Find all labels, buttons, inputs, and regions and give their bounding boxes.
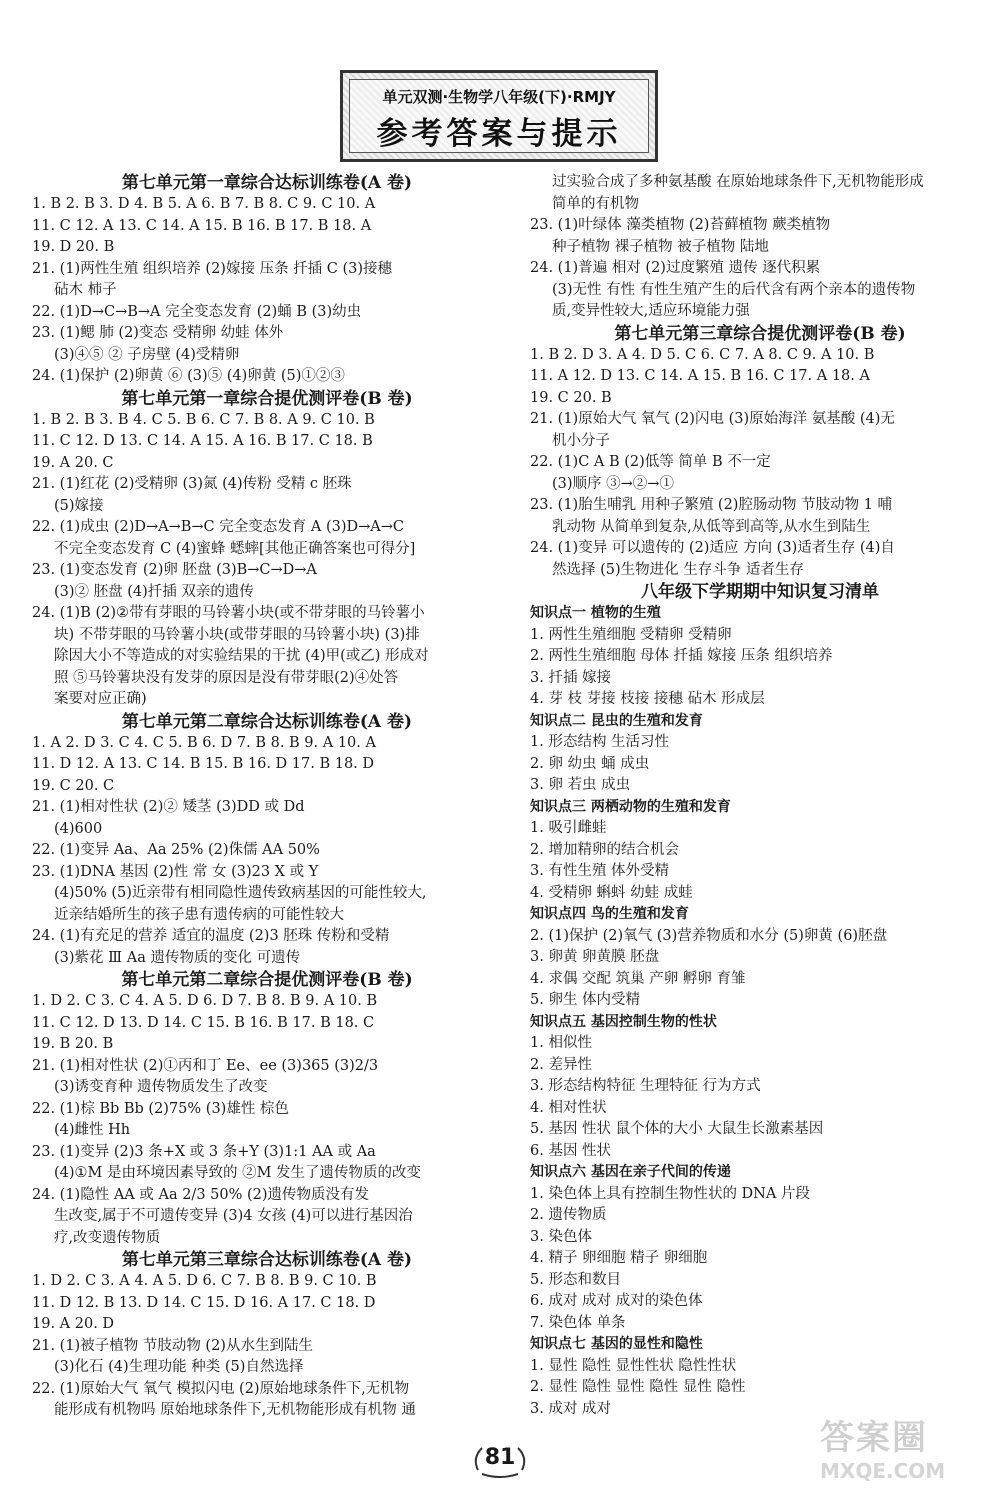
answer-line-continued: (3)顺序 ③→②→① [552, 475, 674, 492]
answer-line: 19. A 20. C [32, 454, 114, 471]
answer-line: 4. 受精卵 蝌蚪 幼蛙 成蛙 [530, 884, 693, 901]
answer-line-continued: 近亲结婚所生的孩子患有遗传病的可能性较大 [54, 906, 344, 923]
answer-line: 1. 相似性 [530, 1035, 592, 1051]
answer-line: 24. (1)保护 (2)卵黄 ⑥ (3)⑤ (4)卵黄 (5)①②③ [32, 368, 345, 384]
answer-line: 19. C 20. C [32, 777, 115, 794]
answer-line: 2. 卵 幼虫 蛹 成虫 [530, 755, 650, 772]
answer-line: 4. 精子 卵细胞 精子 卵细胞 [530, 1250, 708, 1266]
answer-line: 7. 染色体 单条 [530, 1314, 626, 1331]
answer-line-continued: (3)无性 有性 有性生殖产生的后代含有两个亲本的遗传物 [552, 281, 916, 298]
answer-line: 1. B 2. B 3. B 4. C 5. B 6. C 7. B 8. A 9. C 10. B [32, 411, 375, 428]
answer-line-continued: 乳动物 从简单到复杂,从低等到高等,从水生到陆生 [552, 518, 871, 535]
answer-line: 1. A 2. D 3. C 4. C 5. B 6. D 7. B 8. B 9. A 10. A [32, 734, 376, 751]
answer-line: 11. C 12. D 13. C 14. A 15. A 16. B 17. C 18. B [32, 433, 373, 449]
section-title: 八年级下学期期中知识复习清单 [641, 582, 879, 602]
answer-line: 21. (1)原始大气 氧气 (2)闪电 (3)原始海洋 氨基酸 (4)无 [530, 411, 895, 427]
answer-line: 5. 形态和数目 [530, 1271, 621, 1288]
answer-line-continued: 种子植物 裸子植物 被子植物 陆地 [552, 238, 769, 255]
answer-line-continued: 不完全变态发育 C (4)蜜蜂 蟋蟀[其他正确答案也可得分] [54, 540, 416, 557]
answer-line: 2. (1)保护 (2)氧气 (3)营养物质和水分 (5)卵黄 (6)胚盘 [530, 927, 888, 944]
answer-line-continued: 疗,改变遗传物质 [54, 1229, 161, 1246]
answer-line-continued: (4)①M 是由环境因素导致的 ②M 发生了遗传物质的改变 [54, 1165, 422, 1181]
answer-line: 23. (1)变异 (2)3 条+X 或 3 条+Y (3)1:1 AA 或 Aa [32, 1143, 376, 1160]
answer-line: 19. B 20. B [32, 1036, 114, 1052]
answer-line: 24. (1)有充足的营养 适宜的温度 (2)3 胚珠 传粉和受精 [32, 928, 390, 944]
left-column [32, 172, 502, 1422]
answer-line: 1. 形态结构 生活习性 [530, 734, 670, 750]
knowledge-point-heading: 知识点五 基因控制生物的性状 [530, 1013, 717, 1030]
answer-line: 1. 染色体上具有控制生物性状的 DNA 片段 [530, 1185, 810, 1202]
answer-line: 3. 扦插 嫁接 [530, 669, 612, 686]
knowledge-point-heading: 知识点一 植物的生殖 [530, 605, 661, 621]
answer-line-continued: 然选择 (5)生物进化 生存斗争 适者生存 [552, 561, 804, 578]
answer-line: 6. 成对 成对 成对的染色体 [530, 1293, 703, 1309]
knowledge-point-heading: 知识点三 两栖动物的生殖和发育 [530, 798, 731, 815]
answer-line: 6. 基因 性状 [530, 1142, 612, 1159]
header-banner-inner [349, 79, 649, 153]
right-column [530, 172, 990, 1420]
answer-line: 5. 卵生 体内受精 [530, 992, 641, 1008]
answer-line: 3. 卵 若虫 成虫 [530, 777, 631, 793]
answer-line-continued: 生改变,属于不可遗传变异 (3)4 女孩 (4)可以进行基因治 [54, 1208, 413, 1224]
answer-line: 1. B 2. B 3. D 4. B 5. A 6. B 7. B 8. C 9. C 10. A [32, 196, 376, 212]
answer-line: 4. 求偶 交配 筑巢 产卵 孵卵 育雏 [530, 970, 746, 987]
answer-line-continued: 机小分子 [552, 432, 610, 449]
header-subtitle: 单元双测·生物学八年级(下)·RMJY [382, 88, 616, 106]
answer-line-continued: (3)化石 (4)生理功能 种类 (5)自然选择 [54, 1359, 304, 1375]
answer-line: 11. A 12. D 13. C 14. A 15. B 16. C 17. A 18. A [530, 368, 870, 384]
answer-line-continued: 能形成有机物吗 原始地球条件下,无机物能形成有机物 通 [54, 1402, 416, 1418]
answer-line-continued: 砧木 柿子 [54, 282, 117, 298]
answer-line: 22. (1)成虫 (2)D→A→B→C 完全变态发育 A (3)D→A→C [32, 519, 404, 535]
answer-line: 22. (1)C A B (2)低等 简单 B 不一定 [530, 454, 771, 470]
answer-line-continued: 质,变异性较大,适应环境能力强 [552, 303, 750, 319]
answer-line: 11. C 12. D 13. D 14. C 15. B 16. B 17. B 18. C [32, 1014, 375, 1031]
answer-line: 23. (1)DNA 基因 (2)性 常 女 (3)23 X 或 Y [32, 863, 319, 880]
answer-line: 2. 差异性 [530, 1056, 592, 1073]
answer-line: 1. D 2. C 3. C 4. A 5. D 6. D 7. B 8. B 9. A 10. B [32, 993, 378, 1009]
answer-line-continued: 过实验合成了多种氨基酸 在原始地球条件下,无机物能形成 [552, 174, 924, 190]
answer-line: 1. D 2. C 3. A 4. A 5. D 6. C 7. B 8. B 9. C 10. B [32, 1273, 377, 1289]
answer-line-continued: (3)诱变育种 遗传物质发生了改变 [54, 1079, 268, 1095]
answer-line-continued: (4)50% (5)近亲带有相同隐性遗传致病基因的可能性较大, [54, 885, 427, 901]
answer-line: 21. (1)红花 (2)受精卵 (3)氮 (4)传粉 受精 c 胚珠 [32, 476, 352, 492]
knowledge-point-heading: 知识点四 鸟的生殖和发育 [530, 906, 689, 922]
watermark-logo-text: 答案圈 [820, 1418, 928, 1458]
watermark [820, 1410, 990, 1490]
page-number [478, 1438, 522, 1478]
page-number-text: 81 [484, 1445, 516, 1470]
answer-line-continued: (5)嫁接 [54, 497, 104, 514]
answer-line: 1. B 2. D 3. A 4. D 5. C 6. C 7. A 8. C 9. A 10. B [530, 346, 875, 363]
answer-line-continued: (3)④⑤ ② 子房壁 (4)受精卵 [54, 346, 240, 363]
answer-line: 19. D 20. B [32, 239, 115, 255]
answer-line: 2. 显性 隐性 显性 隐性 显性 隐性 [530, 1379, 746, 1395]
answer-line: 24. (1)隐性 AA 或 Aa 2/3 50% (2)遗传物质没有发 [32, 1186, 370, 1203]
section-title: 第七单元第一章综合提优测评卷(B 卷) [121, 388, 413, 409]
answer-line: 3. 有性生殖 体外受精 [530, 863, 670, 879]
answer-line: 21. (1)相对性状 (2)①丙和丁 Ee、ee (3)365 (3)2/3 [32, 1057, 379, 1074]
answer-line-continued: 块) 不带芽眼的马铃薯小块(或带芽眼的马铃薯小块) (3)排 [54, 626, 420, 643]
answer-line: 3. 染色体 [530, 1228, 592, 1245]
answer-line-continued: (3)② 胚盘 (4)扦插 双亲的遗传 [54, 583, 254, 600]
answer-line: 22. (1)棕 Bb Bb (2)75% (3)雄性 棕色 [32, 1100, 289, 1117]
answer-line: 23. (1)胎生哺乳 用种子繁殖 (2)腔肠动物 节肢动物 1 哺 [530, 497, 893, 513]
answer-line: 4. 芽 枝 芽接 枝接 接穗 砧木 形成层 [530, 691, 765, 707]
answer-line-continued: (4)雌性 Hh [54, 1122, 131, 1138]
answer-line: 22. (1)D→C→B→A 完全变态发育 (2)蛹 B (3)幼虫 [32, 303, 362, 320]
watermark-url: MXQE.COM [820, 1459, 946, 1483]
answer-line: 5. 基因 性状 鼠个体的大小 大鼠生长激素基因 [530, 1121, 824, 1137]
answer-line-continued: 除因大小不等造成的对实验结果的干扰 (4)甲(或乙) 形成对 [54, 648, 429, 664]
knowledge-point-heading: 知识点六 基因在亲子代间的传递 [530, 1164, 731, 1180]
header-banner [340, 70, 658, 162]
section-title: 第七单元第二章综合达标训练卷(A 卷) [121, 711, 413, 732]
answer-line: 11. C 12. A 13. C 14. A 15. B 16. B 17. B 18. A [32, 217, 372, 234]
section-title: 第七单元第一章综合达标训练卷(A 卷) [121, 173, 413, 193]
section-title: 第七单元第三章综合达标训练卷(A 卷) [121, 1250, 413, 1270]
answer-line-continued: 照 ⑤马铃薯块没有发芽的原因是没有带芽眼(2)④处答 [54, 669, 399, 686]
answer-line: 24. (1)变异 可以遗传的 (2)适应 方向 (3)适者生存 (4)自 [530, 540, 895, 556]
answer-line: 11. D 12. B 13. D 14. C 15. D 16. A 17. C 18. D [32, 1294, 376, 1311]
knowledge-point-heading: 知识点七 基因的显性和隐性 [530, 1336, 703, 1352]
answer-line: 21. (1)相对性状 (2)② 矮茎 (3)DD 或 Dd [32, 799, 305, 815]
answer-line: 3. 成对 成对 [530, 1400, 612, 1417]
answer-line: 11. D 12. A 13. C 14. B 15. B 16. D 17. B 18. D [32, 756, 375, 772]
answer-line: 1. 显性 隐性 显性性状 隐性性状 [530, 1357, 737, 1374]
answer-line: 3. 卵黄 卵黄膜 胚盘 [530, 949, 660, 965]
answer-line: 3. 形态结构特征 生理特征 行为方式 [530, 1078, 761, 1094]
answer-line: 23. (1)叶绿体 藻类植物 (2)苔藓植物 蕨类植物 [530, 217, 831, 233]
answer-line: 1. 吸引雌蛙 [530, 820, 607, 836]
answer-line: 24. (1)B (2)②带有芽眼的马铃薯小块(或不带芽眼的马铃薯小 [32, 605, 425, 621]
answer-line: 22. (1)变异 Aa、Aa 25% (2)侏儒 AA 50% [32, 842, 320, 858]
answer-line: 2. 两性生殖细胞 母体 扦插 嫁接 压条 组织培养 [530, 648, 833, 664]
answer-line: 1. 两性生殖细胞 受精卵 受精卵 [530, 626, 732, 643]
answer-line-continued: (4)600 [54, 820, 103, 837]
header-title: 参考答案与提示 [376, 116, 622, 152]
answer-line: 21. (1)两性生殖 组织培养 (2)嫁接 压条 扦插 C (3)接穗 [32, 260, 393, 277]
answer-line-continued: 简单的有机物 [552, 195, 639, 212]
answer-line: 23. (1)鳃 肺 (2)变态 受精卵 幼蛙 体外 [32, 325, 284, 341]
answer-line: 21. (1)被子植物 节肢动物 (2)从水生到陆生 [32, 1337, 313, 1354]
answer-line: 19. A 20. D [32, 1316, 115, 1332]
section-title: 第七单元第三章综合提优测评卷(B 卷) [614, 323, 906, 344]
section-title: 第七单元第二章综合提优测评卷(B 卷) [121, 970, 413, 990]
answer-line: 2. 遗传物质 [530, 1207, 607, 1223]
answer-line-continued: (3)紫花 Ⅲ Aa 遗传物质的变化 可遗传 [54, 949, 301, 966]
answer-line: 23. (1)变态发育 (2)卵 胚盘 (3)B→C→D→A [32, 562, 317, 578]
answer-line-continued: 案要对应正确) [54, 691, 147, 707]
answer-line: 24. (1)普遍 相对 (2)过度繁殖 遗传 逐代积累 [530, 260, 821, 276]
answer-line: 4. 相对性状 [530, 1099, 607, 1116]
answer-line: 2. 增加精卵的结合机会 [530, 841, 679, 858]
knowledge-point-heading: 知识点二 昆虫的生殖和发育 [530, 712, 703, 729]
answer-line: 22. (1)原始大气 氧气 模拟闪电 (2)原始地球条件下,无机物 [32, 1380, 410, 1397]
answer-line: 19. C 20. B [530, 389, 612, 406]
